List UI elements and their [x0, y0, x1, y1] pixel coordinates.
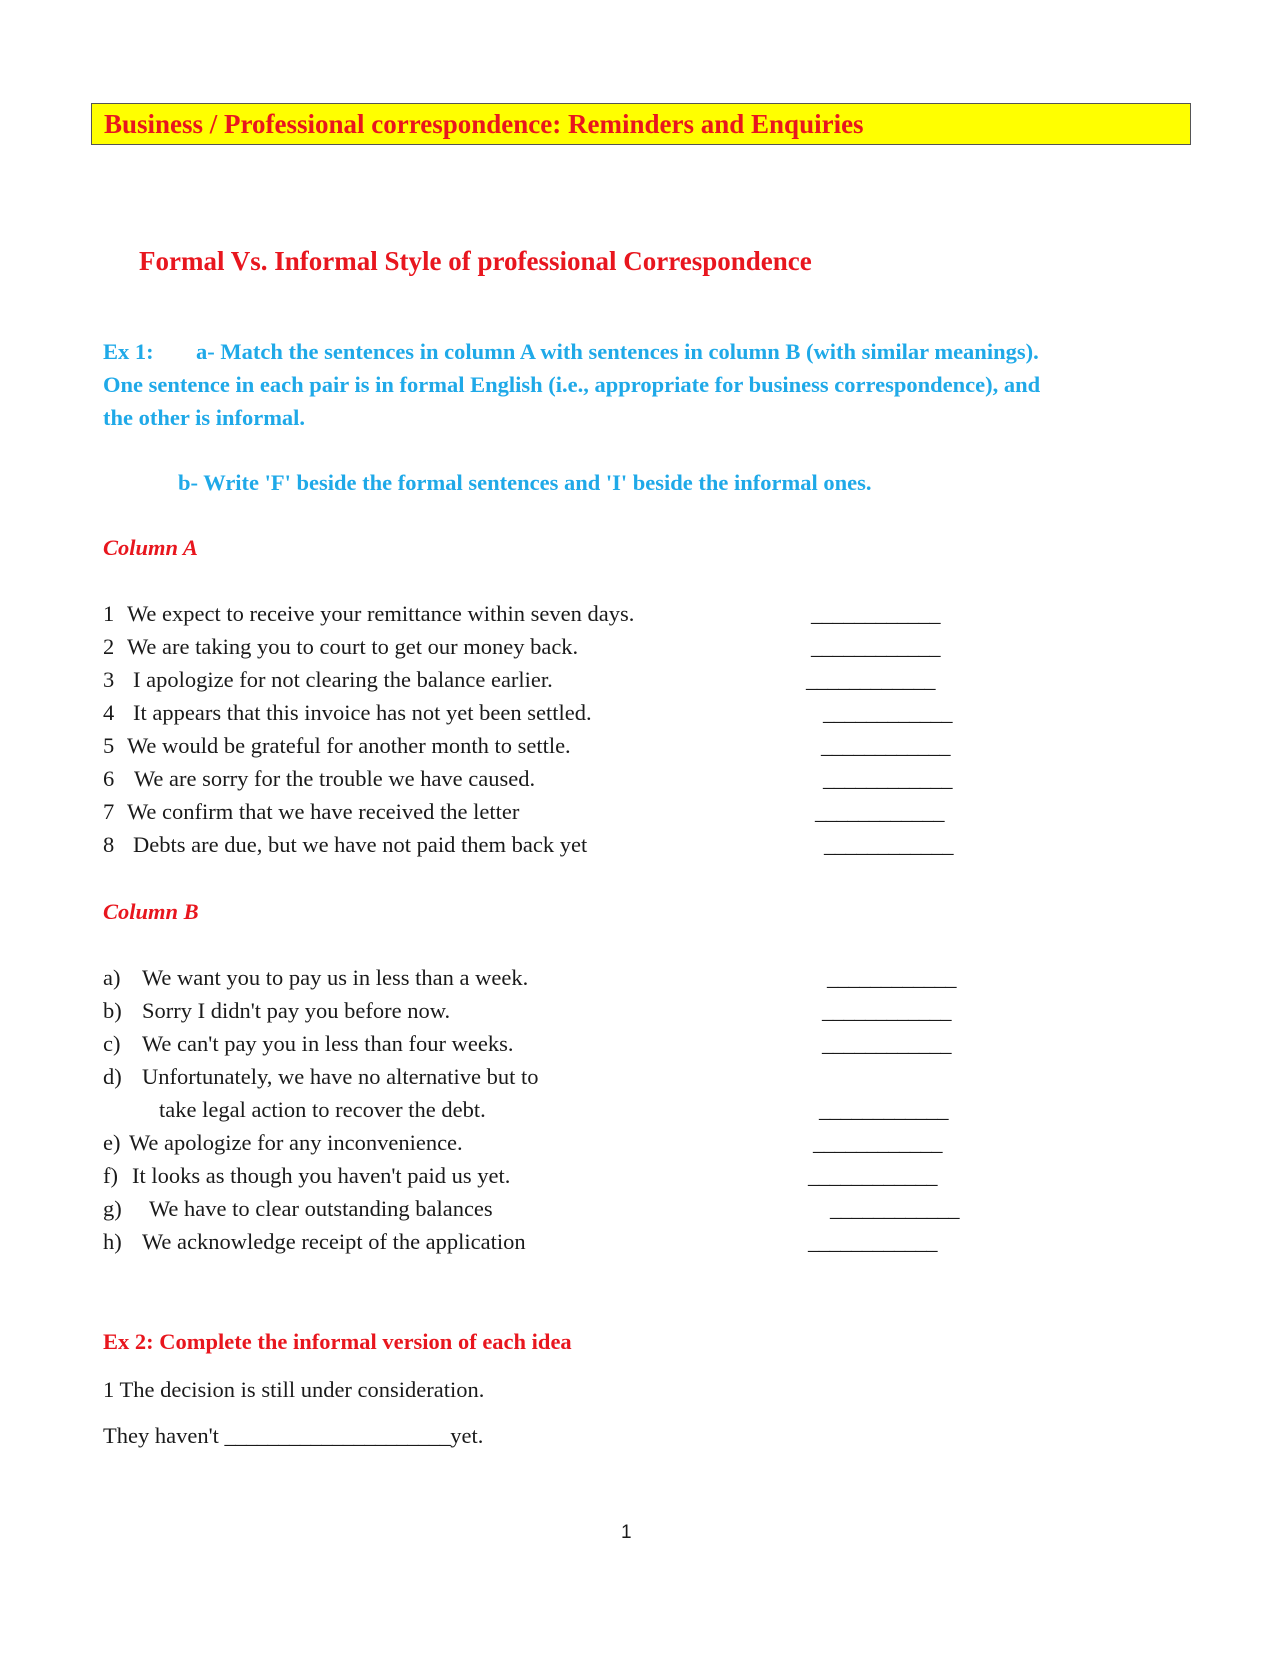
list-item-letter: b) [103, 998, 122, 1023]
answer-blank[interactable]: ____________ [808, 1229, 937, 1254]
ex1-instruction-a-line1: a- Match the sentences in column A with sentences in column B (with similar meanings). [196, 339, 1039, 364]
list-item: We apologize for any inconvenience. [129, 1130, 463, 1155]
ex2-title: Ex 2: Complete the informal version of each idea [103, 1329, 572, 1354]
ex1-instruction-a-line3: the other is informal. [103, 405, 306, 430]
answer-blank[interactable]: ____________ [827, 965, 956, 990]
list-item-continuation: take legal action to recover the debt. [159, 1097, 486, 1122]
answer-blank[interactable]: ____________ [823, 766, 952, 791]
list-item: I apologize for not clearing the balance earlier. [133, 667, 553, 692]
ex2-answer-prefix: They haven't [103, 1423, 225, 1448]
ex1-instruction-a-line2: One sentence in each pair is in formal English (i.e., appropriate for business correspondence), and [103, 372, 1041, 397]
answer-blank[interactable]: ____________ [823, 700, 952, 725]
list-item: We have to clear outstanding balances [149, 1196, 493, 1221]
list-item-number: 4 [103, 700, 115, 725]
answer-blank[interactable]: ____________ [819, 1097, 948, 1122]
list-item: We confirm that we have received the letter [127, 799, 520, 824]
page-number: 1 [621, 1522, 632, 1543]
list-item-letter: e) [103, 1130, 121, 1155]
answer-blank[interactable]: ____________ [811, 634, 940, 659]
answer-blank[interactable]: ____________ [824, 832, 953, 857]
ex1-label: Ex 1: [103, 339, 154, 364]
column-b-heading: Column B [103, 899, 199, 924]
column-a-heading: Column A [103, 535, 198, 560]
answer-blank[interactable]: ____________ [822, 1031, 951, 1056]
list-item-letter: h) [103, 1229, 122, 1254]
document-title: Business / Professional correspondence: Reminders and Enquiries [104, 109, 864, 139]
section-title: Formal Vs. Informal Style of professional Correspondence [139, 246, 812, 276]
answer-blank[interactable]: ____________ [821, 733, 950, 758]
answer-blank[interactable]: ____________ [813, 1130, 942, 1155]
list-item: It looks as though you haven't paid us yet. [132, 1163, 511, 1188]
answer-blank[interactable]: ____________ [808, 1163, 937, 1188]
list-item-number: 5 [103, 733, 115, 758]
list-item: We expect to receive your remittance within seven days. [127, 601, 635, 626]
list-item: We want you to pay us in less than a week. [142, 965, 529, 990]
answer-blank[interactable]: ____________ [811, 601, 940, 626]
ex2-answer-line [103, 1423, 483, 1449]
ex2-item-1: 1 The decision is still under consideration. [103, 1377, 485, 1402]
list-item-letter: f) [103, 1163, 118, 1188]
list-item-number: 1 [103, 601, 115, 626]
list-item: Unfortunately, we have no alternative but to [142, 1064, 539, 1089]
list-item-number: 6 [103, 766, 115, 791]
list-item-letter: a) [103, 965, 121, 990]
answer-blank[interactable]: ____________ [830, 1196, 959, 1221]
list-item-number: 7 [103, 799, 115, 824]
answer-blank[interactable]: ____________ [815, 799, 944, 824]
list-item-number: 8 [103, 832, 115, 857]
list-item-letter: g) [103, 1196, 122, 1221]
list-item: We are sorry for the trouble we have caused. [134, 766, 536, 791]
list-item: Sorry I didn't pay you before now. [142, 998, 451, 1023]
list-item-number: 3 [103, 667, 115, 692]
list-item-letter: d) [103, 1064, 122, 1089]
answer-blank[interactable]: ____________ [822, 998, 951, 1023]
list-item: We are taking you to court to get our money back. [127, 634, 579, 659]
list-item: We acknowledge receipt of the application [142, 1229, 526, 1254]
ex2-answer-suffix: yet. [450, 1423, 484, 1448]
ex1-instruction-b: b- Write 'F' beside the formal sentences and 'I' beside the informal ones. [178, 470, 872, 495]
list-item: It appears that this invoice has not yet been settled. [133, 700, 592, 725]
answer-blank[interactable]: ____________ [806, 667, 935, 692]
list-item-letter: c) [103, 1031, 121, 1056]
list-item: We can't pay you in less than four weeks. [142, 1031, 514, 1056]
title-banner [91, 103, 1191, 145]
list-item-number: 2 [103, 634, 115, 659]
ex2-answer-blank[interactable]: _____________________ [224, 1423, 451, 1448]
list-item: We would be grateful for another month to settle. [127, 733, 571, 758]
list-item: Debts are due, but we have not paid them back yet [133, 832, 588, 857]
